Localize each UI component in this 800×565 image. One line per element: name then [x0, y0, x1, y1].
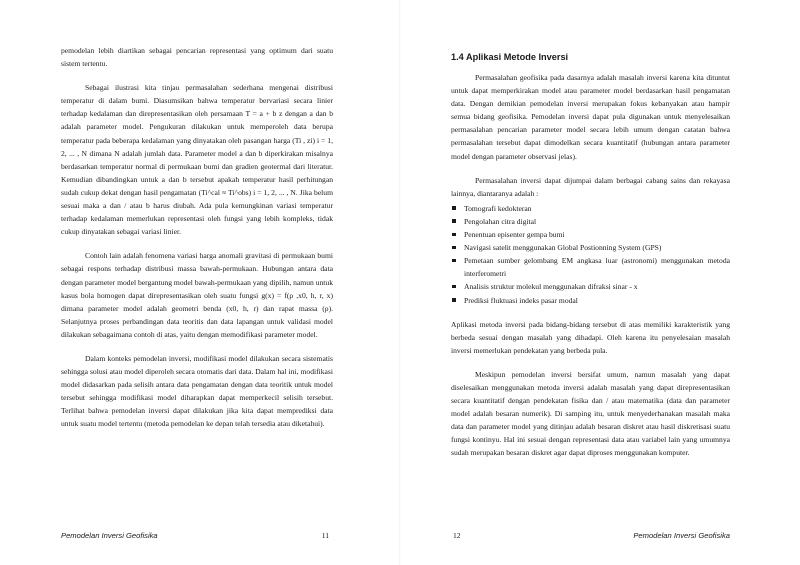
section-heading: 1.4 Aplikasi Metode Inversi — [451, 52, 569, 62]
square-bullet-icon — [452, 233, 456, 237]
application-list — [451, 202, 730, 307]
square-bullet-icon — [452, 246, 456, 250]
left-page-body — [61, 44, 333, 431]
list-item — [451, 202, 730, 215]
left-paragraph-2: Sebagai ilustrasi kita tinjau permasalahan sederhana mengenai distribusi temperatur di dalam bumi. Diasumsikan bahwa temperatur bervariasi secara linier terhadap kedalaman dan direpresentasikan oleh persamaan T = a + b z dengan a dan b adalah parameter model. Pengukuran dilakukan untuk memperoleh data berupa temperatur pada beberapa kedalaman yang dinyatakan oleh pasangan harga (Ti , zi) i = 1, 2, ... , N dimana N adalah jumlah data. Parameter model a dan b diperkirakan misalnya berdasarkan temperatur normal di permukaan bumi dan gradien geotermal dari literatur. Kemudian dibandingkan untuk a dan b tersebut apakah temperatur hasil perhitungan sudah cukup dekat dengan hasil pengamatan (Ti^cal ≈ Ti^obs) i = 1, 2, ... , N. Jika belum sesuai maka a dan / atau b harus diubah. Ada pula kemungkinan variasi temperatur terhadap kedalaman memerlukan representasi oleh fungsi yang lebih kompleks, tidak cukup dinyatakan sebagai variasi linier. — [61, 83, 333, 237]
right-paragraph-3: Aplikasi metoda inversi pada bidang-bidang tersebut di atas memiliki karakteristik yang berbeda sesuai dengan masalah yang dihadapi. Oleh karena itu penyelesaian masalah inversi memerlukan pendekatan yang berbeda pula. — [451, 319, 730, 355]
left-paragraph-4: Dalam konteks pemodelan inversi, modifikasi model dilakukan secara sistematis sehingga solusi atau model diperoleh secara otomatis dari data. Dalam hal ini, modifikasi model didasarkan pada selisih antara data pengamatan dengan data teoritik untuk model tersebut sehingga modifikasi model diharapkan dapat memperkecil selisih tersebut. Terlihat bahwa pemodelan inversi dapat dilakukan jika kita dapat memprediksi data untuk suatu model tertentu (metoda pemodelan ke depan telah tersedia atau diketahui). — [61, 353, 333, 429]
list-item-text: Pemetaan sumber gelombang EM angkasa luar (astronomi) menggunakan metoda interferometri — [464, 256, 730, 279]
list-item-text: Penentuan episenter gempa bumi — [464, 230, 565, 240]
left-paragraph-1: pemodelan lebih diartikan sebagai pencarian representasi yang optimum dari suatu sistem tertentu. — [61, 46, 333, 69]
right-paragraph-4: Meskipun pemodelan inversi bersifat umum, namun masalah yang dapat diselesaikan menggunakan metoda inversi adalah masalah yang dapat direpresentasikan secara kuantitatif dengan pendekatan fisika dan / atau matematika (data dan parameter model adalah besaran numerik). Di samping itu, untuk menyederhanakan masalah maka data dan parameter model yang ditinjau adalah besaran diskret atau hasil diskretisasi suatu fungsi kontinyu. Hal ini sesuai dengan representasi data atau variabel lain yang umumnya sudah merupakan besaran diskret agar dapat diproses menggunakan komputer. — [451, 369, 730, 458]
list-item — [451, 228, 730, 241]
list-item-text: Analisis struktur molekul menggunakan difraksi sinar - x — [464, 282, 638, 292]
list-item — [451, 294, 730, 307]
running-footer-title: Pemodelan Inversi Geofisika — [61, 531, 158, 540]
right-page-body — [451, 44, 730, 460]
page-number: 12 — [453, 531, 461, 540]
list-item-text: Navigasi satelit menggunakan Global Postionning System (GPS) — [464, 243, 662, 253]
right-paragraph-1: Permasalahan geofisika pada dasarnya adalah masalah inversi karena kita dituntut untuk dapat memperkirakan model atau parameter model berdasarkan hasil pengamatan data. Dengan demikian pemodelan inversi merupakan fokus kebanyakan atau hampir semua bidang geofisika. Pemodelan inversi dapat pula digunakan untuk menyelesaikan permasalahan pencarian parameter model secara lebih umum dengan catatan bahwa permasalahan tersebut dapat dimodelkan secara kuantitatif (hubungan antara parameter model dengan parameter observasi jelas). — [451, 73, 730, 161]
list-item — [451, 241, 730, 254]
page-number: 11 — [321, 531, 329, 540]
square-bullet-icon — [452, 285, 456, 289]
square-bullet-icon — [452, 206, 456, 210]
list-item — [451, 215, 730, 228]
list-item-text: Pengolahan citra digital — [464, 216, 537, 226]
list-item — [451, 280, 730, 293]
square-bullet-icon — [452, 298, 456, 302]
right-paragraph-2: Permasalahan inversi dapat dijumpai dalam berbagai cabang sains dan rekayasa lainnya, diantaranya adalah : — [451, 175, 730, 198]
right-page — [400, 0, 800, 565]
list-item — [451, 254, 730, 280]
left-paragraph-3: Contoh lain adalah fenomena variasi harga anomali gravitasi di permukaan bumi sebagai respons terhadap distribusi massa bawah-permukaan. Hubungan antara data dengan parameter model bergantung model bawah-permukaan yang dipilih, namun untuk kasus bola homogen dapat direpresentasikan oleh suatu fungsi g(x) = f(ρ ,x0, h, r, x) dimana parameter model adalah geometri benda (x0, h, r) dan rapat massa (ρ). Selanjutnya proses perbandingan data teoritis dan data lapangan untuk validasi model dilakukan sebagaimana contoh di atas, yaitu dengan memodifikasi parameter model. — [61, 251, 333, 339]
square-bullet-icon — [452, 219, 456, 223]
list-item-text: Prediksi fluktuasi indeks pasar modal — [464, 295, 578, 305]
running-footer-title: Pemodelan Inversi Geofisika — [633, 531, 730, 540]
list-item-text: Tomografi kedokteran — [464, 203, 532, 213]
square-bullet-icon — [452, 259, 456, 263]
